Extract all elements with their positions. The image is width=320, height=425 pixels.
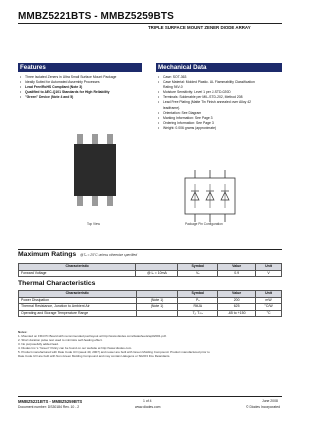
notes-block bbox=[18, 330, 282, 358]
table-row bbox=[19, 297, 282, 304]
package-lead bbox=[77, 196, 83, 206]
table-header-cell: Value bbox=[218, 291, 256, 298]
table-cell: Operating and Storage Temperature Range bbox=[19, 310, 137, 317]
max-ratings-divider bbox=[18, 249, 282, 250]
table-cell: Forward Voltage bbox=[19, 270, 136, 277]
pin-config-caption: Package Pin Configuration bbox=[185, 222, 223, 226]
table-header-row bbox=[19, 264, 282, 271]
table-header-cell: Unit bbox=[256, 264, 282, 271]
features-list bbox=[20, 75, 144, 100]
package-lead bbox=[107, 134, 113, 144]
package-drawing bbox=[60, 130, 130, 225]
table-cell bbox=[136, 310, 178, 317]
table-cell: (Note 1) bbox=[136, 297, 178, 304]
max-ratings-note: @Tₐ = 25°C unless otherwise specified bbox=[80, 253, 138, 257]
table-cell: (Note 1) bbox=[136, 304, 178, 311]
table-header-cell: Symbol bbox=[178, 264, 218, 271]
package-lead bbox=[77, 134, 83, 144]
pin-config-drawing bbox=[175, 170, 245, 222]
max-ratings-table bbox=[18, 263, 282, 277]
table-header-cell bbox=[136, 264, 178, 271]
package-body bbox=[74, 144, 116, 196]
mechanical-heading: Mechanical Data bbox=[156, 63, 282, 72]
mechanical-list bbox=[158, 75, 282, 131]
features-heading: Features bbox=[18, 63, 142, 72]
footer-site[interactable]: www.diodes.com bbox=[135, 405, 161, 409]
table-cell: @ Iₑ = 10mA bbox=[136, 270, 178, 277]
thermal-heading: Thermal Characteristics bbox=[18, 280, 96, 287]
mechanical-item: • Case Material: Molded Plastic. UL Flammability Classification bbox=[158, 80, 282, 85]
package-lead bbox=[92, 196, 98, 206]
table-cell: Vₑ bbox=[178, 270, 218, 277]
thermal-table bbox=[18, 290, 282, 317]
table-row bbox=[19, 270, 282, 277]
table-cell: Pₑ bbox=[178, 297, 218, 304]
mechanical-item: • Ordering Information: See Page 3 bbox=[158, 121, 282, 126]
table-cell: 625 bbox=[218, 304, 256, 311]
title-divider bbox=[18, 23, 282, 24]
mechanical-item: • Moisture Sensitivity: Level 1 per J-STD-020D bbox=[158, 90, 282, 95]
footer-doc: Document number: DS30184 Rev. 10 - 2 bbox=[18, 405, 80, 409]
table-cell: °C/W bbox=[256, 304, 282, 311]
table-cell: Thermal Resistance, Junction to Ambient Air bbox=[19, 304, 137, 311]
table-header-cell: Unit bbox=[256, 291, 282, 298]
max-ratings-heading: Maximum Ratings bbox=[18, 251, 77, 258]
table-cell: Tⱼ, Tₛₜₒ bbox=[178, 310, 218, 317]
table-header-cell: Value bbox=[218, 264, 256, 271]
table-cell: V bbox=[256, 270, 282, 277]
zener-diode-symbol-3 bbox=[221, 184, 229, 208]
package-lead bbox=[107, 196, 113, 206]
table-cell: °C bbox=[256, 310, 282, 317]
features-item: • Three Isolated Zeners in Ultra Small Surface Mount Package bbox=[20, 75, 144, 80]
note-item: 4. Diodes Inc.'s "Green" Policy can be found on our website at http://www.diodes.com. bbox=[18, 346, 133, 350]
features-item: • "Green" Device (Note 4 and 5) bbox=[20, 95, 144, 100]
top-view-caption: Top View bbox=[87, 222, 100, 226]
mechanical-item: leadframe). bbox=[163, 105, 181, 110]
note-item: 5. Product manufactured with Date Code UO (week 40, 2007) and newer are built with Green Molding Compound. Product manufactured prior to bbox=[18, 350, 210, 354]
table-header-cell: Characteristic bbox=[19, 291, 137, 298]
notes-list bbox=[18, 334, 282, 358]
table-row bbox=[19, 310, 282, 317]
datasheet-subtitle: TRIPLE SURFACE MOUNT ZENER DIODE ARRAY bbox=[148, 25, 251, 30]
features-item: • Ideally Suited for Automated Assembly Processes bbox=[20, 80, 144, 85]
mechanical-item: • Lead Free Plating (Matte Tin Finish annealed over Alloy 42 bbox=[158, 100, 282, 105]
table-cell: mW bbox=[256, 297, 282, 304]
footer-company: © Diodes Incorporated bbox=[246, 405, 280, 409]
table-cell: RθJA bbox=[178, 304, 218, 311]
features-item: • Lead Free/RoHS Compliant (Note 3) bbox=[20, 85, 144, 90]
table-cell: -65 to +150 bbox=[218, 310, 256, 317]
table-header-cell: Symbol bbox=[178, 291, 218, 298]
table-header-cell bbox=[136, 291, 178, 298]
zener-diode-symbol-1 bbox=[191, 184, 199, 208]
features-item: • Qualified to AEC-Q101 Standards for High Reliability bbox=[20, 90, 144, 95]
note-item: 3. No purposefully added lead. bbox=[18, 342, 59, 346]
note-item: 1. Mounted on FR4 PC Board with recommended pad layout at http://www.diodes.com/datasheets/ap02001.pdf. bbox=[18, 334, 167, 338]
datasheet-title: MMBZ5221BTS - MMBZ5259BTS bbox=[18, 11, 174, 22]
mechanical-item: • Terminals: Solderable per MIL-STD-202, Method 208 bbox=[158, 95, 282, 100]
mechanical-item: Rating 94V-0 bbox=[163, 85, 183, 90]
table-cell: 0.9 bbox=[218, 270, 256, 277]
zener-diode-symbol-2 bbox=[206, 184, 214, 208]
mechanical-item: • Marking Information: See Page 3 bbox=[158, 116, 282, 121]
table-header-row bbox=[19, 291, 282, 298]
notes-label: Notes: bbox=[18, 330, 28, 334]
mechanical-item: • Orientation: See Diagram bbox=[158, 111, 282, 116]
footer-part: MMBZ5221BTS - MMBZ5259BTS bbox=[18, 399, 83, 404]
note-item: 2. Short duration pulse test used to minimize self-heating effect. bbox=[18, 338, 103, 342]
note-item: Date Code UO are built with Non-Green Molding Compound and may contain Halogens or Sb2O3 Fire Retardants. bbox=[18, 354, 171, 358]
footer-date: June 2008 bbox=[262, 399, 278, 403]
table-cell: 200 bbox=[218, 297, 256, 304]
mechanical-item: • Weight: 0.006 grams (approximate) bbox=[158, 126, 282, 131]
table-header-cell: Characteristic bbox=[19, 264, 136, 271]
table-row bbox=[19, 304, 282, 311]
footer-divider bbox=[18, 396, 282, 397]
package-lead bbox=[92, 134, 98, 144]
footer-page: 1 of 4 bbox=[143, 399, 152, 403]
mechanical-item: • Case: SOT-363 bbox=[158, 75, 282, 80]
table-cell: Power Dissipation bbox=[19, 297, 137, 304]
